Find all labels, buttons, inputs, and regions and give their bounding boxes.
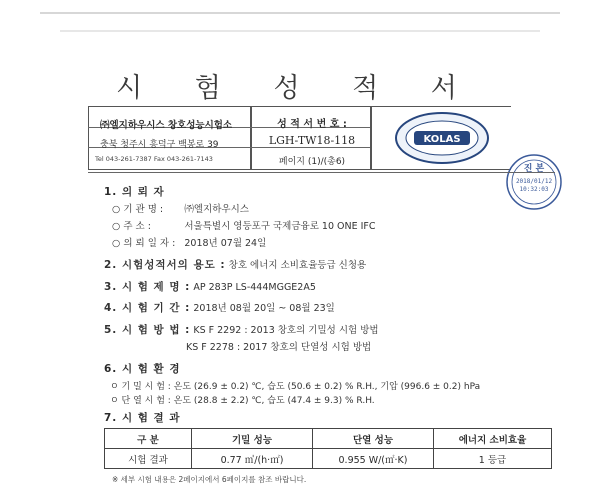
table-row: [105, 449, 552, 469]
lab-address: 충북 청주시 흥덕구 백봉로 39: [100, 140, 219, 150]
table-header-row: [105, 429, 552, 449]
table-cell: 시험 결과: [105, 449, 192, 469]
requester-row: ○ 의 뢰 일 자 : 2018년 07월 24일: [112, 238, 267, 249]
stamp-time: 10:32:03: [519, 186, 549, 193]
scan-artifact: [60, 30, 540, 32]
section-test-name: 3. 시 험 제 명 : AP 283P LS-444MGGE2A5: [104, 281, 316, 293]
table-cell: 0.955 W/(㎡·K): [313, 449, 434, 469]
report-number-label: 성 적 서 번 호 :: [277, 119, 347, 130]
section-requester-heading: 1. 의 뢰 자: [104, 186, 165, 198]
environment-insulation: ㅇ 단 열 시 험 : 온도 (28.8 ± 2.2) ℃, 습도 (47.4 ± 9.3) % R.H.: [110, 396, 375, 406]
table-cell: 0.77 ㎥/(h·㎡): [192, 449, 313, 469]
stamp-date: 2018/01/12: [515, 178, 553, 185]
header-divider: [250, 147, 370, 148]
original-stamp-icon: [498, 152, 570, 212]
table-header: 에너지 소비효율: [434, 429, 552, 449]
kolas-seal-icon: [392, 110, 492, 166]
table-header: 구 분: [105, 429, 192, 449]
requester-row: ○ 주 소 : 서울특별시 영등포구 국제금융로 10 ONE IFC: [112, 221, 376, 232]
section-test-period: 4. 시 험 기 간 : 2018년 08월 20일 ~ 08월 23일: [104, 302, 335, 314]
scan-artifact: [40, 12, 560, 14]
table-header: 단열 성능: [313, 429, 434, 449]
stamp-label: 진 본: [523, 164, 545, 174]
report-number: LGH-TW18-118: [268, 134, 356, 147]
test-method-line-2: KS F 2278 : 2017 창호의 단열성 시험 방법: [186, 342, 372, 353]
lab-name: ㈜엘지하우시스 창호성능시험소: [100, 120, 233, 131]
kolas-text: KOLAS: [423, 134, 461, 145]
section-divider: [88, 172, 555, 173]
section-purpose: 2. 시험성적서의 용도 : 창호 에너지 소비효율등급 신청용: [104, 259, 367, 271]
lab-contact: Tel 043-261-7387 Fax 043-261-7143: [95, 155, 213, 163]
document-title: 시 험 성 적 서: [116, 73, 479, 104]
section-test-method: 5. 시 험 방 법 : KS F 2292 : 2013 창호의 기밀성 시험 방법: [104, 324, 379, 336]
table-header: 기밀 성능: [192, 429, 313, 449]
results-note: ※ 세부 시험 내용은 2페이지에서 6페이지를 참조 바랍니다.: [112, 475, 307, 484]
table-cell: 1 등급: [434, 449, 552, 469]
requester-row: ○ 기 관 명 : ㈜엘지하우시스: [112, 204, 249, 215]
results-table: [104, 428, 552, 469]
report-page: 페이지 (1)/(총6): [278, 157, 346, 167]
environment-airtight: ㅇ 기 밀 시 험 : 온도 (26.9 ± 0.2) ℃, 습도 (50.6 ± 0.2) % R.H., 기압 (996.6 ± 0.2) hPa: [110, 382, 481, 392]
section-results-heading: 7. 시 험 결 과: [104, 412, 181, 424]
section-environment-heading: 6. 시 험 환 경: [104, 363, 181, 375]
